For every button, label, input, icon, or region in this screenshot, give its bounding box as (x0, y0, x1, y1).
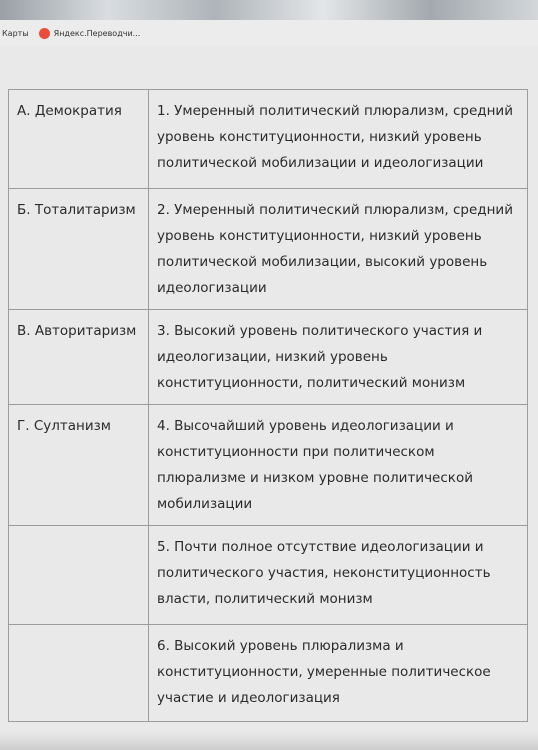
regime-cell (9, 526, 149, 625)
description-cell: 3. Высокий уровень политического участия и идеологизации, низкий уровень конституционности, политический монизм (149, 310, 528, 405)
bookmark-label: Карты (2, 28, 29, 38)
regime-cell (9, 625, 149, 722)
table-row (9, 526, 528, 625)
description-cell: 1. Умеренный политический плюрализм, средний уровень конституционности, низкий уровень политической мобилизации и идеологизации (149, 90, 528, 189)
description-cell: 5. Почти полное отсутствие идеологизации и политического участия, неконституционность власти, политический монизм (149, 526, 528, 625)
yandex-icon (39, 28, 50, 39)
bookmark-maps[interactable] (2, 29, 29, 38)
matching-table (8, 89, 528, 722)
photo-shadow (0, 732, 538, 750)
regime-cell: Г. Султанизм (9, 405, 149, 526)
table-row (9, 405, 528, 526)
description-cell: 4. Высочайший уровень идеологизации и конституционности при политическом плюрализме и низком уровне политической мобилизации (149, 405, 528, 526)
bookmark-yandex-translate[interactable] (39, 28, 141, 39)
table-row (9, 625, 528, 722)
regime-cell: А. Демократия (9, 90, 149, 189)
browser-tab-strip (0, 0, 538, 20)
bookmarks-bar (0, 20, 538, 46)
description-cell: 2. Умеренный политический плюрализм, средний уровень конституционности, низкий уровень политической мобилизации, высокий уровень идеологизации (149, 189, 528, 310)
regime-cell: В. Авторитаризм (9, 310, 149, 405)
regime-cell: Б. Тоталитаризм (9, 189, 149, 310)
description-cell: 6. Высокий уровень плюрализма и конституционности, умеренные политическое участие и идеологизация (149, 625, 528, 722)
table-row (9, 189, 528, 310)
table-row (9, 310, 528, 405)
page-content (0, 46, 538, 750)
table-row (9, 90, 528, 189)
bookmark-label: Яндекс.Переводчи... (53, 28, 141, 38)
